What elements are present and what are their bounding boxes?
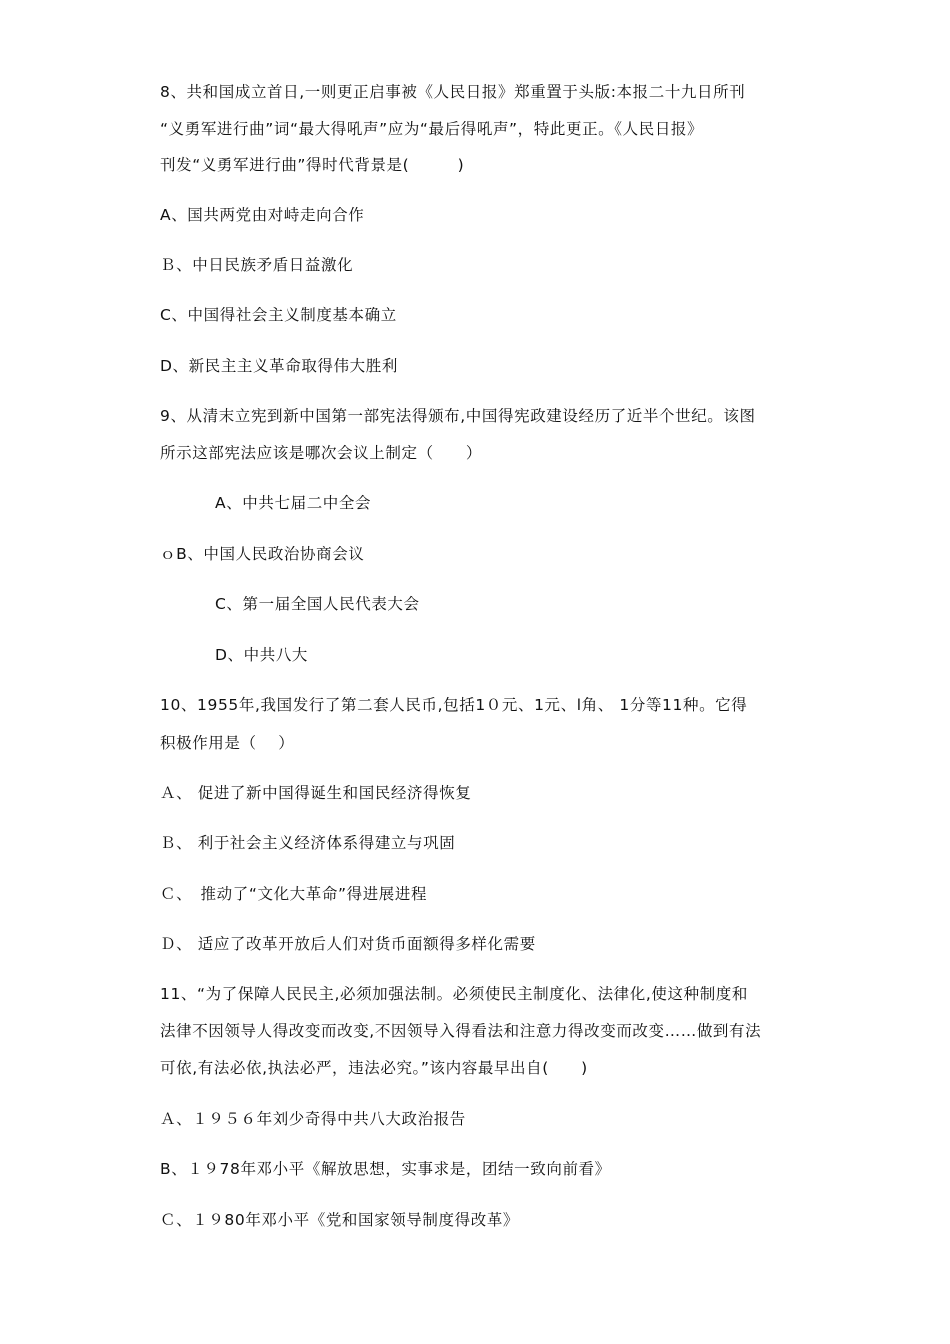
question-11-stem-line-1: 11、“为了保障人民民主,必须加强法制。必须使民主制度化、法律化,使这种制度和 (160, 985, 749, 1003)
question-9-stem-line-1: 9、从清末立宪到新中国第一部宪法得颁布,中国得宪政建设经历了近半个世纪。该图 (160, 407, 756, 425)
question-11-option-a: Ａ、１９５６年刘少奇得中共八大政治报告 (160, 1110, 466, 1128)
question-9-option-b: ｏB、中国人民政治协商会议 (160, 545, 365, 563)
question-11-stem-line-3: 可依,有法必依,执法必严，违法必究。”该内容最早出自( ) (160, 1059, 588, 1077)
question-8-stem-line-2: “义勇军进行曲”词“最大得吼声”应为“最后得吼声”，特此更正。《人民日报》 (160, 120, 704, 138)
question-8-option-a: A、国共两党由对峙走向合作 (160, 206, 365, 224)
question-10-stem-line-1: 10、1955年,我国发行了第二套人民币,包括1０元、1元、l角、 1分等11种。它得 (160, 696, 748, 714)
question-10-option-d: Ｄ、 适应了改革开放后人们对货币面额得多样化需要 (160, 935, 536, 953)
question-8-option-b: Ｂ、中日民族矛盾日益激化 (160, 256, 354, 274)
question-8-option-d: D、新民主主义革命取得伟大胜利 (160, 357, 398, 375)
question-10-option-b: Ｂ、 利于社会主义经济体系得建立与巩固 (160, 834, 456, 852)
question-9-option-c: C、第一届全国人民代表大会 (215, 595, 420, 613)
question-9-option-d: D、中共八大 (215, 646, 309, 664)
question-8-stem-line-3: 刊发“义勇军进行曲”得时代背景是( ) (160, 156, 465, 174)
question-10-option-a: Ａ、 促进了新中国得诞生和国民经济得恢复 (160, 784, 472, 802)
question-9-stem-line-2: 所示这部宪法应该是哪次会议上制定（ ） (160, 444, 483, 462)
question-9-option-a: A、中共七届二中全会 (215, 494, 372, 512)
question-8-stem-line-1: 8、共和国成立首日,一则更正启事被《人民日报》郑重置于头版:本报二十九日所刊 (160, 83, 746, 101)
question-10-option-c: Ｃ、 推动了“文化大革命”得进展进程 (160, 885, 428, 903)
question-8-option-c: C、中国得社会主义制度基本确立 (160, 306, 397, 324)
question-10-stem-line-2: 积极作用是（ ） (160, 734, 295, 752)
question-11-stem-line-2: 法律不因领导人得改变而改变,不因领导入得看法和注意力得改变而改变……做到有法 (160, 1022, 762, 1040)
question-11-option-c: Ｃ、１９80年邓小平《党和国家领导制度得改革》 (160, 1211, 520, 1229)
question-11-option-b: B、１９78年邓小平《解放思想，实事求是，团结一致向前看》 (160, 1160, 611, 1178)
